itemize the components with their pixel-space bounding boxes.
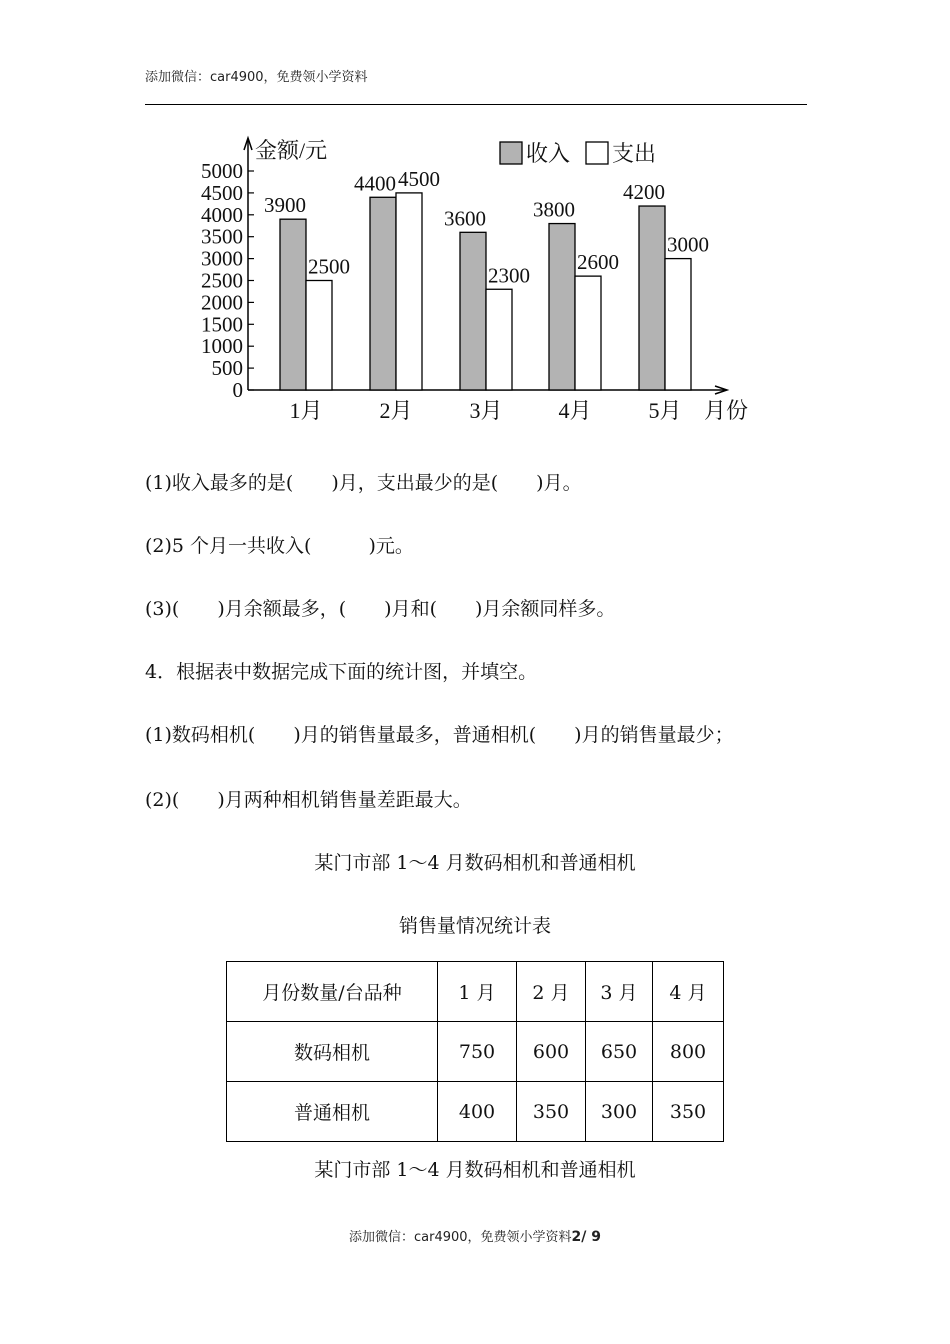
bar-value-label: 2300 bbox=[488, 263, 530, 288]
question-2: (2)5 个月一共收入( )元。 bbox=[145, 535, 414, 557]
y-tick-label: 5000 bbox=[201, 159, 243, 183]
table-header-month: 2 月 bbox=[517, 962, 586, 1022]
table-header-month: 1 月 bbox=[438, 962, 517, 1022]
bar bbox=[549, 224, 575, 390]
table-row bbox=[227, 1082, 724, 1142]
y-tick-label: 2500 bbox=[201, 268, 243, 293]
bar bbox=[460, 232, 486, 390]
bar-value-label: 3900 bbox=[264, 193, 306, 218]
y-tick-label: 3000 bbox=[201, 246, 243, 271]
legend-swatch bbox=[586, 142, 608, 164]
table-title-line-2: 销售量情况统计表 bbox=[398, 915, 551, 937]
bar-value-label: 3000 bbox=[667, 232, 709, 257]
sales-stats-table bbox=[226, 961, 724, 1142]
bar bbox=[575, 276, 601, 390]
bar bbox=[370, 197, 396, 390]
bar bbox=[306, 281, 332, 391]
y-axis-label: 金额/元 bbox=[255, 138, 328, 163]
table-cell: 650 bbox=[586, 1022, 653, 1082]
legend-swatch bbox=[500, 142, 522, 164]
x-tick-label: 1月 bbox=[289, 398, 323, 423]
table-row-label: 普通相机 bbox=[227, 1082, 438, 1142]
table-cell: 400 bbox=[438, 1082, 517, 1142]
table-cell: 750 bbox=[438, 1022, 517, 1082]
x-tick-label: 5月 bbox=[648, 398, 682, 423]
y-tick-label: 500 bbox=[211, 356, 243, 381]
y-tick-label: 3500 bbox=[201, 224, 243, 249]
table-header-month: 3 月 bbox=[586, 962, 653, 1022]
table-cell: 800 bbox=[653, 1022, 724, 1082]
page-number: 2/ 9 bbox=[571, 1229, 602, 1245]
x-tick-label: 3月 bbox=[469, 398, 503, 423]
bar-value-label: 2600 bbox=[577, 250, 619, 275]
bar-value-label: 4400 bbox=[354, 171, 396, 196]
problem-4-question-2: (2)( )月两种相机销售量差距最大。 bbox=[145, 789, 472, 811]
x-tick-label: 2月 bbox=[379, 398, 413, 423]
x-tick-label: 4月 bbox=[558, 398, 592, 423]
table-header-row bbox=[227, 962, 724, 1022]
table-row bbox=[227, 1022, 724, 1082]
income-expense-bar-chart bbox=[180, 128, 780, 428]
bar bbox=[486, 289, 512, 390]
y-tick-label: 4500 bbox=[201, 180, 243, 205]
table-row-label: 数码相机 bbox=[227, 1022, 438, 1082]
table-cell: 350 bbox=[517, 1082, 586, 1142]
legend-label: 支出 bbox=[612, 141, 657, 166]
bar-value-label: 2500 bbox=[308, 254, 350, 279]
table-cell: 350 bbox=[653, 1082, 724, 1142]
bar bbox=[280, 219, 306, 390]
table-corner-cell: 月份数量/台品种 bbox=[227, 962, 438, 1022]
x-axis-label: 月份 bbox=[704, 398, 749, 423]
table-title-line-1: 某门市部 1～4 月数码相机和普通相机 bbox=[314, 852, 636, 874]
problem-4-question-1: (1)数码相机( )月的销售量最多，普通相机( )月的销售量最少； bbox=[145, 724, 734, 746]
problem-4-intro: 4．根据表中数据完成下面的统计图，并填空。 bbox=[145, 661, 538, 683]
bar-value-label: 4500 bbox=[398, 166, 440, 191]
table-cell: 600 bbox=[517, 1022, 586, 1082]
bar bbox=[396, 193, 422, 390]
bar-value-label: 3600 bbox=[444, 206, 486, 231]
header-divider bbox=[145, 104, 807, 105]
page-footer bbox=[0, 1226, 950, 1245]
y-tick-label: 0 bbox=[232, 378, 243, 402]
table-cell: 300 bbox=[586, 1082, 653, 1142]
y-tick-label: 2000 bbox=[201, 290, 243, 315]
y-tick-label: 1500 bbox=[201, 312, 243, 337]
y-tick-label: 1000 bbox=[201, 334, 243, 359]
page-header: 添加微信：car4900，免费领小学资料 bbox=[145, 70, 368, 85]
bar-value-label: 4200 bbox=[623, 180, 665, 205]
question-3: (3)( )月余额最多，( )月和( )月余额同样多。 bbox=[145, 598, 616, 620]
next-chart-title: 某门市部 1～4 月数码相机和普通相机 bbox=[314, 1159, 636, 1181]
footer-text: 添加微信：car4900，免费领小学资料 bbox=[348, 1230, 572, 1245]
bar-value-label: 3800 bbox=[533, 197, 575, 222]
y-tick-label: 4000 bbox=[201, 202, 243, 227]
bar bbox=[639, 206, 665, 390]
bar bbox=[665, 259, 691, 390]
table-header-month: 4 月 bbox=[653, 962, 724, 1022]
question-1: (1)收入最多的是( )月，支出最少的是( )月。 bbox=[145, 472, 582, 494]
legend-label: 收入 bbox=[526, 141, 571, 166]
